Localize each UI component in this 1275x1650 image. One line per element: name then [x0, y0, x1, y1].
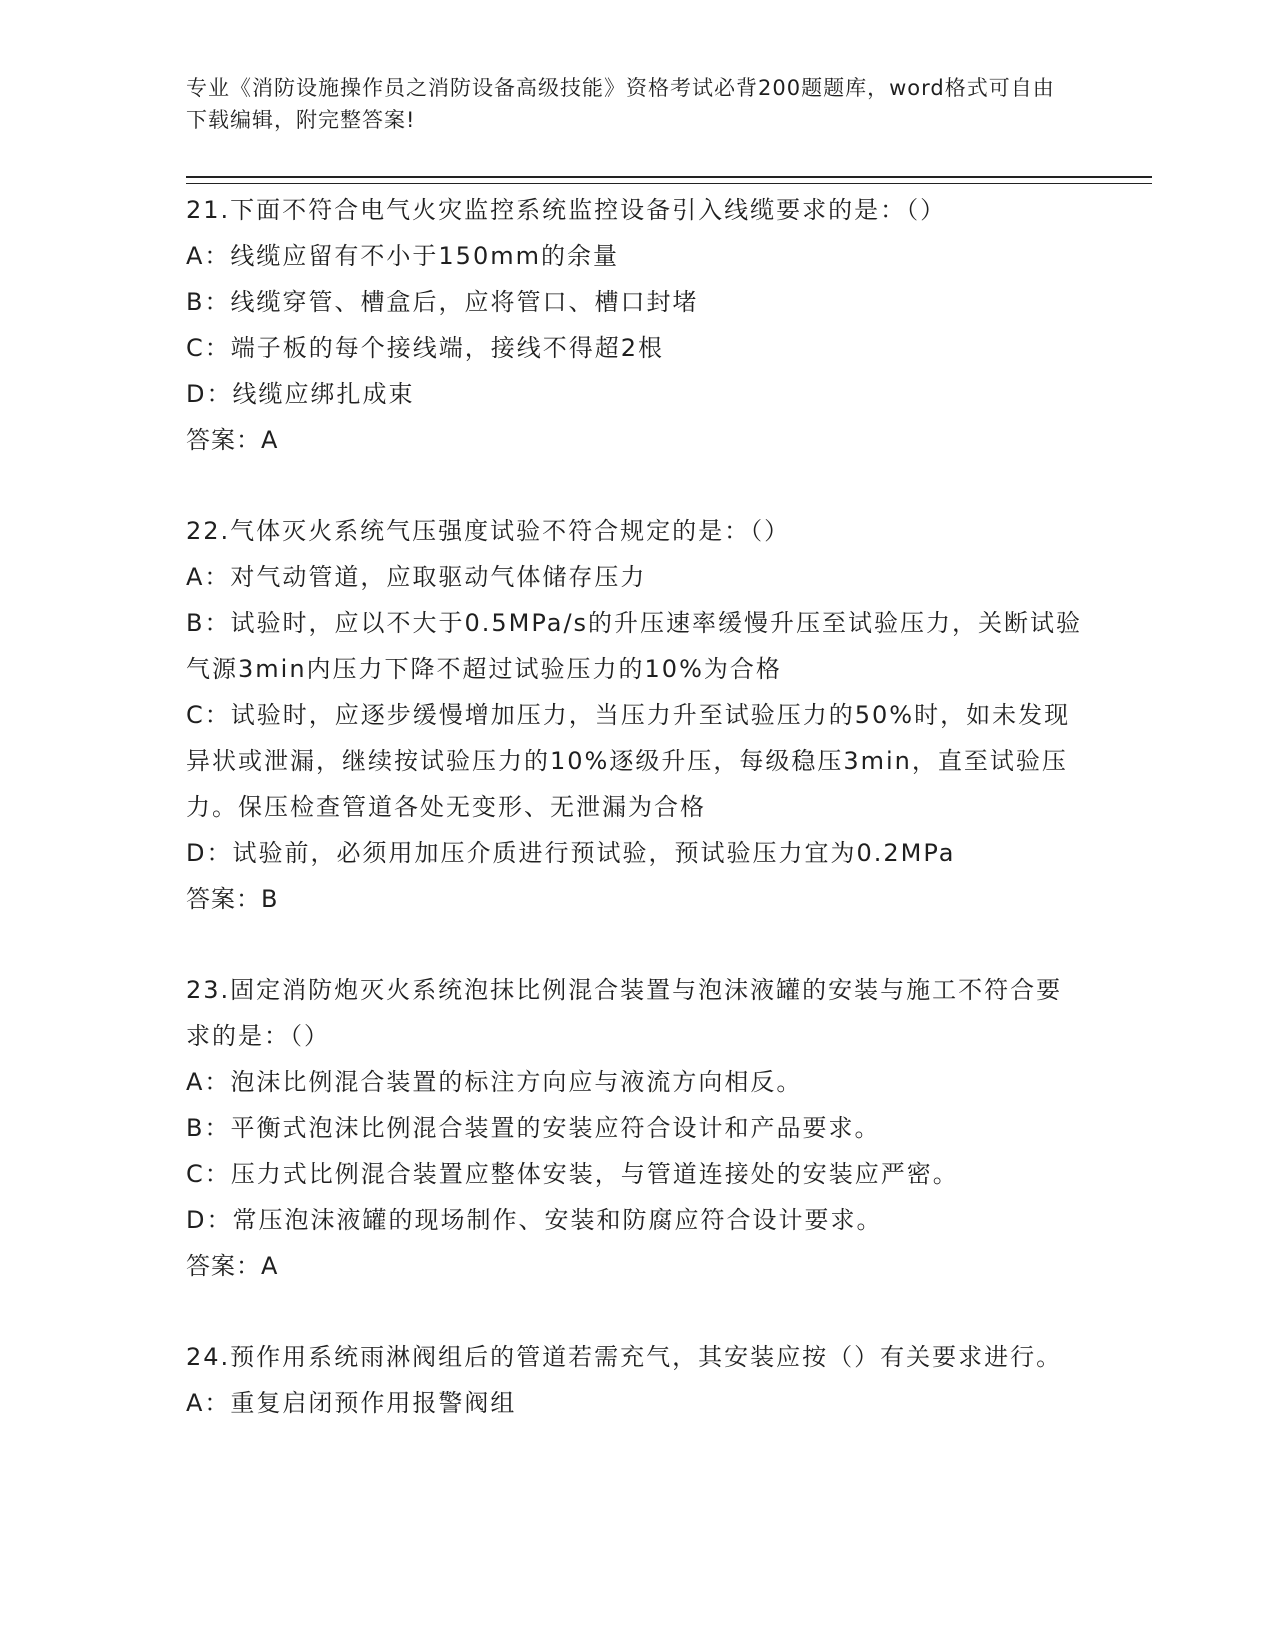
answer-label: 答案：A — [186, 1252, 279, 1280]
question-stem: 22.气体灭火系统气压强度试验不符合规定的是：（） — [186, 517, 791, 545]
option-d: D：试验前，必须用加压介质进行预试验，预试验压力宜为0.2MPa — [186, 839, 956, 867]
option-d: D：常压泡沫液罐的现场制作、安装和防腐应符合设计要求。 — [186, 1206, 883, 1234]
question-stem: 23.固定消防炮灭火系统泡抹比例混合装置与泡沫液罐的安装与施工不符合要求的是：（） — [186, 976, 1063, 1050]
option-b: B：线缆穿管、槽盒后，应将管口、槽口封堵 — [186, 288, 699, 316]
option-a: A：对气动管道，应取驱动气体储存压力 — [186, 563, 647, 591]
option-c: C：端子板的每个接线端，接线不得超2根 — [186, 334, 665, 362]
option-a: A：线缆应留有不小于150mm的余量 — [186, 242, 619, 270]
header-divider — [186, 176, 1152, 184]
option-c: C：压力式比例混合装置应整体安装，与管道连接处的安装应严密。 — [186, 1160, 959, 1188]
option-d: D：线缆应绑扎成束 — [186, 380, 415, 408]
question-21 — [186, 187, 1086, 463]
option-b: B：平衡式泡沫比例混合装置的安装应符合设计和产品要求。 — [186, 1114, 881, 1142]
question-23 — [186, 967, 1086, 1289]
question-list — [186, 187, 1086, 1471]
option-a: A：泡沫比例混合装置的标注方向应与液流方向相反。 — [186, 1068, 803, 1096]
option-b: B：试验时，应以不大于0.5MPa/s的升压速率缓慢升压至试验压力，关断试验气源3min内压力下降不超过试验压力的10%为合格 — [186, 609, 1083, 683]
document-header: 专业《消防设施操作员之消防设备高级技能》资格考试必背200题题库，word格式可自由下载编辑，附完整答案! — [186, 76, 1055, 132]
answer-label: 答案：A — [186, 426, 279, 454]
question-24 — [186, 1334, 1086, 1426]
answer-label: 答案：B — [186, 885, 279, 913]
option-a: A：重复启闭预作用报警阀组 — [186, 1389, 517, 1417]
question-stem: 24.预作用系统雨淋阀组后的管道若需充气，其安装应按（）有关要求进行。 — [186, 1343, 1063, 1371]
option-c: C：试验时，应逐步缓慢增加压力，当压力升至试验压力的50%时，如未发现异状或泄漏，继续按试验压力的10%逐级升压，每级稳压3min，直至试验压力。保压检查管道各处无变形、无泄漏为合格 — [186, 701, 1071, 821]
question-22 — [186, 508, 1086, 922]
question-stem: 21.下面不符合电气火灾监控系统监控设备引入线缆要求的是：（） — [186, 196, 947, 224]
